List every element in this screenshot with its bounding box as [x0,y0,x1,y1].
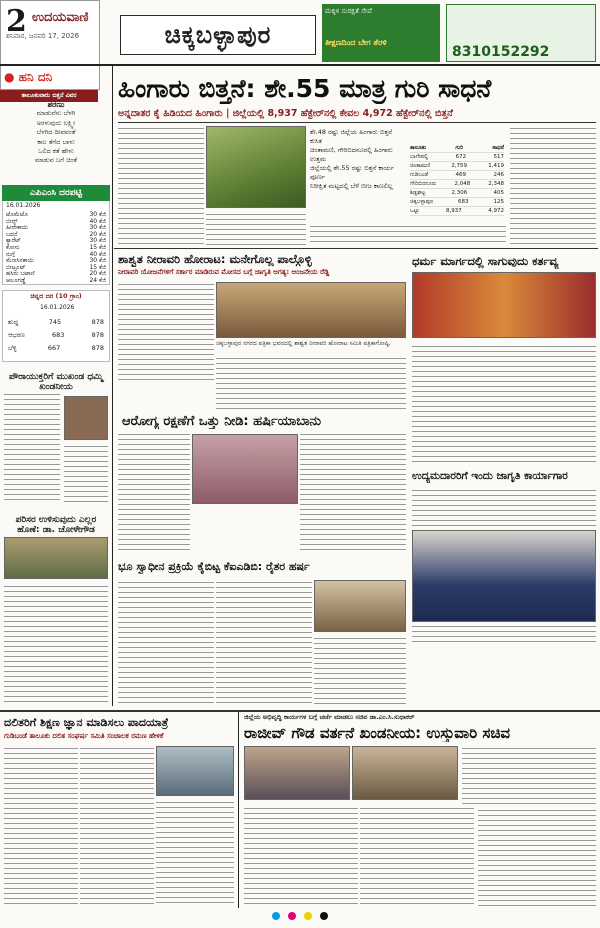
temple-event-photo [412,272,596,338]
lead-headline: ಹಿಂಗಾರು ಬಿತ್ತನೆ: ಶೇ.55 ಮಾತ್ರ ಗುರಿ ಸಾಧನೆ [118,74,492,103]
taluk-table-cell: 2,348 [488,181,504,187]
rate-price: 30 ಕೆಜಿ [89,237,106,245]
rate-price: 40 ಕೆಜಿ [89,250,106,258]
black-dot-icon [320,912,328,920]
gold-rate-cell: 667 [47,344,61,352]
apmc-rate-title: ಎಪಿಎಂಸಿ ದರಪಟ್ಟಿ [2,185,110,201]
gold-rate-cell: ಬೆಳ್ಳಿ [8,344,17,352]
edition-masthead: ಚಿಕ್ಕಬಳ್ಳಾಪುರ [120,15,316,55]
minister-photo-1 [244,746,350,800]
rate-item: ಟೊಮೆಟೊ [6,211,28,218]
rate-price: 30 ಕೆಜಿ [89,224,106,232]
taluk-table-row [410,207,504,216]
dalit-headline: ದಲಿತರಿಗೆ ಶಿಕ್ಷಣ ಜ್ಞಾನ ಮಾಡಿಸಲು ಪಾದಯಾತ್ರೆ [4,716,169,729]
rate-item: ಕೋಸು [6,244,20,251]
sidebar-story1-title: ಪೌರಾಯುಕ್ತರಿಗೆ ಮುಖಂಡ ಧಮ್ಮಿ ಖಂಡನೀಯ [9,372,103,392]
taluk-table-cell: 672 [455,154,467,160]
taluk-table-row [410,153,504,162]
taluk-table-cell: ಚಿಂತಾಮಣಿ [410,163,431,169]
newspaper-brand: ಉದಯವಾಣಿ [32,10,89,25]
lead-point: ನಿರೀಕ್ಷಿತ ಮಟ್ಟದಲ್ಲಿ ಬೆಳೆ ಬೀಜ ಕಾಣಲಿಲ್ಲ [310,182,393,190]
gold-rate-title: ಚಿನ್ನದ ದರ (10 ಗ್ರಾಂ) [30,292,82,300]
dalit-meeting-photo [156,746,234,796]
drop-icon: ● [4,70,19,84]
taluk-table-row [410,171,504,180]
taluk-table-cell: ಚಿಕ್ಕಬಳ್ಳಾಪುರ [410,199,434,205]
section-rule [114,248,598,249]
crop-field-photo [206,126,306,208]
column-divider [112,66,113,706]
gold-rate-row [8,318,104,330]
rate-item: ಬೀಟ್ರೂಟ್ [6,263,26,271]
dalit-text-col1 [4,746,78,906]
poem [4,100,108,166]
health-headline: ಆರೋಗ್ಯ ರಕ್ಷಣೆಗೆ ಒತ್ತು ನೀಡಿ: ಹರ್ಷಿಯಾಬಾನು [122,414,322,429]
rate-price: 24 ಕೆಜಿ [89,277,106,284]
rate-item: ಬೀನ್ಸ್ [6,217,18,225]
taluk-table-row [410,180,504,189]
taluk-table-cell: 683 [458,199,469,205]
poem-line: ಒಲಿದ ಕತೆ ಹೇಳು [38,147,74,156]
dharma-text [412,344,596,464]
lead-subheadline: ಅನ್ನದಾತರ ಕೈ ಹಿಡಿಯದ ಹಿಂಗಾರು | ಜಿಲ್ಲೆಯಲ್ಲಿ 8,937 ಹೆಕ್ಟೇರ್‌ನಲ್ಲಿ ಕೇವಲ 4,972 ಹೆಕ್ಟೇರ್‌ನಲ್ಲಿ ಬಿತ್ತನೆ [118,108,453,119]
gold-rate-cell: 878 [91,331,104,339]
workshop-headline: ಉದ್ಯಮದಾರರಿಗೆ ಇಂದು ಜಾಗೃತಿ ಕಾರ್ಯಾಗಾರ [412,470,568,482]
portrait-photo [64,396,108,440]
taluk-table-cell: 405 [493,190,504,196]
taluk-table-title: ತಾಲೂಕುವಾರು ಬಿತ್ತನೆ ವಿವರ [0,90,98,102]
taluk-table-cell: ಬಾಗೇಪಲ್ಲಿ [410,154,429,160]
taluk-table-row [410,144,504,153]
poem-line: ಕಾಲ ತೆಗೆದ ಬಾಳು [37,137,75,146]
lead-point: ಜಿಲ್ಲೆಯಲ್ಲಿ ಶೇ.55 ರಷ್ಟು ಬಿತ್ತನೆ ಕಾರ್ಯ ಪೂರ್ಣ [310,164,394,181]
issue-date: ಶನಿವಾರ, ಜನವರಿ 17, 2026 [6,32,80,40]
minister-text-col2 [360,806,474,906]
dalit-text-col2 [80,746,154,906]
gold-rate-cell: 683 [51,331,65,339]
press-meet-photo [216,282,406,338]
page-number: 2 [6,4,27,39]
workshop-text [412,488,596,528]
minister-photo-2 [352,746,458,800]
land-text-col1 [118,580,214,706]
taluk-table-cell: 8,937 [445,208,462,214]
bottom-column-divider [238,712,239,908]
rate-item: ಆಲೂಗಡ್ಡೆ [6,277,26,284]
registration-marks [0,912,600,922]
taluk-table-cell: 517 [493,154,504,160]
column-logo: ● ಹನಿ ದನಿ [4,70,53,84]
poem-line: ಬೆಳಗಿದ ದೀಪವಂತೆ [36,128,76,137]
trees-photo [4,537,108,579]
taluk-table-cell: 469 [455,172,467,178]
lead-text-bottom [310,224,506,246]
lead-point: ಚಿಂತಾಮಣಿ, ಗೌರಿಬಿದನೂರಲ್ಲಿ ಹಿಂಗಾರು ಉತ್ತಮ [310,146,393,163]
lead-rule [118,122,596,123]
rate-price: 15 ಕೆಜಿ [89,244,106,251]
rate-item: ಕ್ಯಾರೆಟ್ [6,237,21,245]
minister-text-col3 [478,808,596,906]
lead-point: ಶೇ.48 ರಷ್ಟು ಜಿಲ್ಲೆಯ ಹಿಂಗಾರು ಬಿತ್ತನೆ ಕುಸಿತ [310,128,393,145]
lead-text-col5 [510,126,596,246]
taluk-table-cell: 125 [493,199,504,205]
taluk-table-cell: ಗೌರಿಬಿದನೂರು [410,181,437,187]
minister-side-text [462,746,596,804]
lead-text-col2 [206,212,306,246]
taluk-table-cell: ಗುರಿ [455,145,464,151]
taluk-table-cell: 1,419 [488,163,504,169]
sidebar-story2-text [4,584,108,704]
students-caption [412,624,596,644]
taluk-table-cell: 2,759 [451,163,468,169]
irrigation-headline: ಶಾಶ್ವತ ನೀರಾವರಿ ಹೋರಾಟ: ಮನೇಗೊಲ್ಲ ಪಾಲ್ಗೊಳ್ಳಿ [118,252,312,266]
magenta-dot-icon [288,912,296,920]
taluk-table-row [410,162,504,171]
land-headline: ಭೂ ಸ್ವಾಧೀನ ಪ್ರಕ್ರಿಯೆ ಕೈಬಿಟ್ಟ ಕೆಐಎಡಿಬಿ: ರೈತರ ಹರ್ಷ [118,560,310,573]
dalit-subheadline: ಗುಡಿಬಂಡೆ ತಾಲೂಕು ದಲಿತ ಸಂಘರ್ಷ ಸಮಿತಿ ಸಂಚಾಲಕ ರಮಣ ಹೇಳಿಕೆ [4,732,164,740]
poem-line: ಮಾಡುವೆನು ಬೆಳಗಿ [36,109,76,118]
poem-line: ಮಾಡುವ ಬಗೆ ಚಿಂತೆ [34,156,78,165]
taluk-table-cell: ಶಿಡ್ಲಘಟ್ಟ [410,190,426,196]
gold-rate-row [8,331,104,343]
rate-item: ನುಗ್ಗೆ [6,250,16,258]
taluk-table-cell: 246 [493,172,504,178]
rate-item: ಮೆಣಸಿನಕಾಯಿ [6,257,34,265]
yellow-dot-icon [304,912,312,920]
rate-price: 15 ಕೆಜಿ [89,263,106,271]
irrigation-text-col2 [216,356,406,410]
rate-item: ಹಸಿರು ಬಟಾಣಿ [6,270,35,278]
irrigation-subheadline: ನೀರಾವರಿ ಯೋಜನೆಗಳಿಗೆ ಸರ್ಕಾರ ಮಾಡಿರುವ ಮೋಸದ ಬಗ್ಗೆ ಜಾಗೃತಿ ಅಗತ್ಯ: ಆಂಜನೇಯ ರೆಡ್ಡಿ [118,268,330,276]
health-text-col1 [118,432,190,552]
gold-rate-cell: 878 [91,344,104,352]
minister-text-col1 [244,806,358,906]
taluk-table-cell: ಒಟ್ಟು [410,208,420,214]
gold-rate-date: 16.01.2026 [40,304,75,311]
bottom-section-rule [0,710,600,712]
ad-text-1: ಮಕ್ಕಳ ಸುರಕ್ಷತೆ ಸೇವೆ [325,7,372,15]
lead-points [310,128,406,191]
ad-banner-green [322,4,440,62]
sidebar-story1-text [4,392,60,504]
minister-topline: ಜಿಲ್ಲೆಯ ಅಭಿವೃದ್ಧಿ ಕಾರ್ಯಗಳ ಬಗ್ಗೆ ಚರ್ಚೆ ಮಾಡಲು ಸಚಿವ ಡಾ.ಎಂ.ಸಿ.ಸುಧಾಕರ್ [244,713,415,721]
cyan-dot-icon [272,912,280,920]
taluk-table-cell: 4,972 [488,208,504,214]
lead-text-col1 [118,126,204,246]
taluk-table-row [410,198,504,207]
taluk-table-cell: ತಾಲೂಕು [410,145,427,151]
land-text-col3 [314,636,406,706]
minister-headline: ರಾಜೀವ್ ಗೌಡ ವರ್ತನೆ ಖಂಡನೀಯ: ಉಸ್ತುವಾರಿ ಸಚಿವ [244,724,511,742]
irrigation-text-col1 [118,282,214,382]
apmc-rate-date: 16.01.2026 [6,202,41,209]
taluk-table-cell: 2,306 [451,190,468,196]
health-text-col2 [300,432,406,552]
dalit-text-col3 [156,800,234,906]
taluk-table-row [410,189,504,198]
poem-line: ಅರಳುವುದು ಲಕ್ಷ್ಮೀ [36,118,76,127]
gold-rate-cell: 878 [91,318,104,326]
poem-title: ಶರಣು [47,100,65,109]
rate-price: 30 ಕೆಜಿ [89,211,106,218]
gold-rate-cell: 745 [48,318,62,326]
rate-price: 40 ಕೆಜಿ [89,217,106,225]
gold-rate-row [8,344,104,356]
taluk-table-cell: ಗುಡಿಬಂಡೆ [410,172,429,178]
rate-price: 20 ಕೆಜಿ [89,230,106,238]
farmers-photo [314,580,406,632]
rate-item: ಬದನೆ [6,230,18,238]
press-meet-caption: ಚಿಕ್ಕಬಳ್ಳಾಪುರ ನಗರದ ಪತ್ರಿಕಾ ಭವನದಲ್ಲಿ ಶಾಶ್ವತ ನೀರಾವರಿ ಹೋರಾಟ ಸಮಿತಿ ಪತ್ರಿಕಾಗೋಷ್ಠಿ. [216,340,391,347]
dharma-headline: ಧರ್ಮ ಮಾರ್ಗದಲ್ಲಿ ಸಾಗುವುದು ಕರ್ತವ್ಯ [412,254,559,268]
taluk-table-cell: ಸಾಧನೆ [492,145,504,151]
ad-phone-number: 8310152292 [452,44,550,60]
land-text-col2 [216,580,312,706]
students-photo [412,530,596,622]
header-rule [0,64,600,66]
ad-text-2: ತೀಕ್ಷಣದಿಂದ ಬೇಗ ತೆರಳಿ [325,38,387,47]
gold-rate-cell: ಆಭರಣ [8,331,25,339]
rate-price: 20 ಕೆಜಿ [89,270,106,278]
sidebar-story2-title: ಪರಿಸರ ಉಳಿಸುವುದು ಎಲ್ಲರ ಹೊಣೆ: ಡಾ. ಚೋಳೇಗೌಡ [15,515,97,535]
apmc-rate-row [6,277,106,285]
taluk-table-cell: 2,048 [454,181,471,187]
sidebar-story1-text-2 [64,444,108,504]
gold-rate-cell: ಶುದ್ಧ [8,318,19,326]
school-children-photo [192,434,298,504]
rate-price: 30 ಕೆಜಿ [89,257,106,265]
rate-item: ಹೀರೇಕಾಯಿ [6,224,29,232]
